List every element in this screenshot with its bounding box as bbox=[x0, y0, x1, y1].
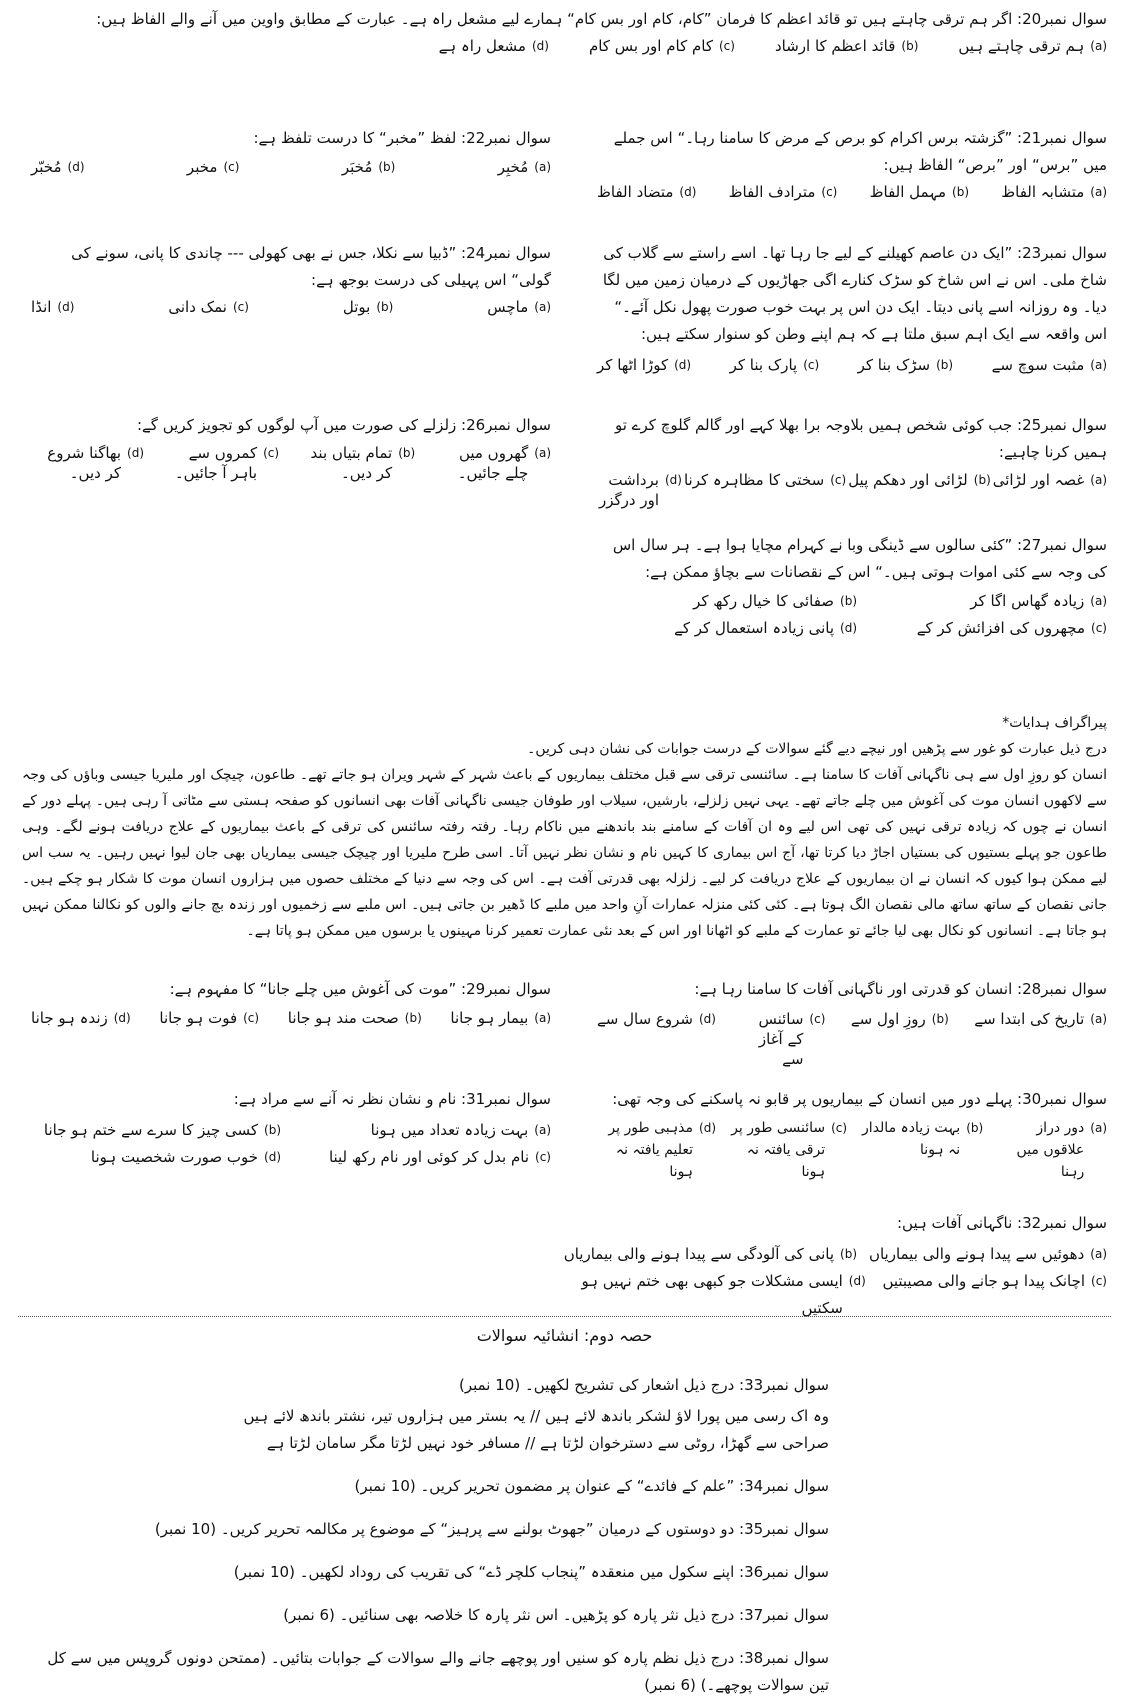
option-b[interactable]: (b) پانی کی آلودگی سے پیدا ہونے والی بیماریاں bbox=[563, 1245, 857, 1263]
option-b[interactable]: (b) روزِ اول سے bbox=[850, 1010, 949, 1028]
option-b[interactable]: (b) بوتل bbox=[342, 298, 394, 316]
question-25 bbox=[597, 412, 1107, 510]
question-31-options-row1 bbox=[31, 1117, 551, 1144]
option-d[interactable]: (d) پانی زیادہ استعمال کر کے bbox=[674, 619, 857, 637]
section-divider bbox=[18, 1316, 1111, 1317]
option-b[interactable]: (b) قائد اعظم کا ارشاد bbox=[774, 37, 919, 55]
question-31-text: سوال نمبر31: نام و نشان نظر نہ آنے سے مراد ہے: bbox=[233, 1090, 551, 1108]
option-c[interactable]: (c) نمک دانی bbox=[168, 298, 249, 316]
question-23 bbox=[597, 240, 1107, 379]
option-d[interactable]: (d) متضاد الفاظ bbox=[597, 183, 697, 201]
option-a[interactable]: (a) زیادہ گھاس اگا کر bbox=[970, 592, 1107, 610]
option-c[interactable]: (c) سختی کا مظاہرہ کرنا bbox=[683, 471, 847, 489]
question-36: سوال نمبر36: اپنے سکول میں منعقدہ ”پنجاب کلچر ڈے“ کی تقریب کی روداد لکھیں۔ (10 نمبر) bbox=[233, 1563, 829, 1581]
question-26-options bbox=[31, 443, 551, 483]
question-23-options bbox=[597, 352, 1107, 379]
option-a[interactable]: (a) بہت زیادہ تعداد میں ہونا bbox=[370, 1121, 551, 1139]
option-d[interactable]: (d) ایسی مشکلات جو کبھی بھی ختم نہیں ہو سکتیں bbox=[581, 1272, 866, 1317]
question-20-options bbox=[27, 33, 1107, 60]
option-a[interactable]: (a) غصہ اور لڑائی bbox=[992, 471, 1107, 489]
option-c[interactable]: (c) مخبر bbox=[186, 158, 240, 176]
option-d[interactable]: (d) برداشت اور درگزر bbox=[598, 471, 682, 509]
question-34: سوال نمبر34: ”علم کے فائدے“ کے عنوان پر مضمون تحریر کریں۔ (10 نمبر) bbox=[354, 1477, 829, 1495]
question-21-text: سوال نمبر21: ”گزشتہ برس اکرام کو برص کے مرض کا سامنا رہا۔“ اس جملے میں ”برس“ اور ”برص“ الفاظ ہیں: bbox=[613, 129, 1107, 174]
question-32-options-row2 bbox=[547, 1268, 1107, 1322]
option-c[interactable]: (c) اچانک پیدا ہو جانے والی مصیبتیں bbox=[882, 1272, 1107, 1290]
option-c[interactable]: (c) سائنسی طور پر ترقی یافتہ نہ ہونا bbox=[731, 1120, 848, 1180]
question-25-text: سوال نمبر25: جب کوئی شخص ہمیں بلاوجہ برا بھلا کہے اور گالم گلوچ کرے تو ہمیں کرنا چاہیے: bbox=[615, 416, 1107, 461]
option-a[interactable]: (a) مُخبِر bbox=[497, 158, 551, 176]
paragraph-heading: پیراگراف ہدایات* bbox=[1002, 715, 1107, 731]
option-b[interactable]: (b) مہمل الفاظ bbox=[869, 183, 970, 201]
question-27-text: سوال نمبر27: ”کئی سالوں سے ڈینگی وبا نے کہرام مچایا ہوا ہے۔ ہر سال اس کی وجہ سے کئی اموات ہوتی ہیں۔“ اس کے نقصانات سے بچاؤ ممکن ہے: bbox=[612, 536, 1107, 581]
question-21 bbox=[597, 125, 1107, 206]
option-a[interactable]: (a) بیمار ہو جانا bbox=[450, 1009, 551, 1027]
option-a[interactable]: (a) دور دراز علاقوں میں رہنا bbox=[1016, 1120, 1107, 1180]
option-b[interactable]: (b) بہت زیادہ مالدار نہ ہونا bbox=[862, 1120, 984, 1158]
option-a[interactable]: (a) متشابہ الفاظ bbox=[1001, 183, 1107, 201]
option-c[interactable]: (c) کمروں سے باہر آ جائیں۔ bbox=[174, 444, 280, 482]
option-c[interactable]: (c) کام کام اور بس کام bbox=[588, 37, 735, 55]
question-29-text: سوال نمبر29: ”موت کی آغوش میں چلے جانا“ کا مفہوم ہے: bbox=[169, 980, 551, 998]
paragraph-body: انسان کو روزِ اول سے ہی ناگہانی آفات کا سامنا ہے۔ سائنسی ترقی سے قبل مختلف بیماریوں کے باعث شہر کے شہر ویران ہو جاتے تھے۔ طاعون، چیچک اور ملیریا جیسی وباؤں کی وجہ سے لاکھوں انسان موت کی آغوش میں چلے جاتے تھے۔ یہی نہیں زلزلے، بارشیں، سیلاب اور طوفان جیسی ناگہانی آفات بھی انسانوں کو صفحہ ہستی سے مٹاتی آ رہی ہیں۔ پہلے دور کے انسان نے چوں کہ زیادہ ترقی نہیں کی تھی اس لیے وہ ان آفات کے سامنے بند باندھنے میں ناکام رہا۔ رفتہ رفتہ سائنس کی ترقی کے باعث بیماریوں کے علاج دریافت ہونے لگے۔ وہی طاعون جو پہلے بستیوں کی بستیاں اجاڑ دیا کرتا تھا، آج اس بیماری کا کہیں نام و نشان نظر نہیں آتا۔ اسی طرح ملیریا اور چیچک جیسی بیماریاں بھی جان لیوا نہیں رہیں۔ یہ سب اس لیے ممکن ہوا کیوں کہ انسان نے ان بیماریوں کے علاج دریافت کر لیے۔ زلزلہ بھی قدرتی آفت ہے۔ اس کی وجہ سے دنیا کے مختلف حصوں میں ہزاروں انسان موت کا شکار ہو چکے ہیں۔ جانی نقصان کے ساتھ ساتھ مالی نقصان الگ ہوتا ہے۔ کئی کئی منزلہ عمارات آنِ واحد میں ملبے کا ڈھیر بن جاتی ہیں۔ اس ملبے سے زخمیوں اور زندہ بچ جانے والوں کو نکالنا ممکن نہیں ہو جاتا ہے۔ انسانوں کو نکال بھی لیا جائے تو عمارت کے ملبے کو اٹھانا اور اس کے بعد نئی عمارت تعمیر کرنا مہینوں یا برسوں میں ممکن ہو پاتا ہے۔ bbox=[22, 767, 1107, 939]
question-24-options bbox=[31, 294, 551, 321]
question-28-text: سوال نمبر28: انسان کو قدرتی اور ناگہانی آفات کا سامنا رہا ہے: bbox=[694, 980, 1107, 998]
question-33-verse-2: صراحی سے گھڑا، روٹی سے دسترخوان لڑتا ہے // مسافر خود نہیں لڑتا مگر سامان لڑتا ہے bbox=[266, 1434, 829, 1452]
section-2-title: حصہ دوم: انشائیہ سوالات bbox=[476, 1326, 653, 1345]
option-b[interactable]: (b) مُخبَر bbox=[341, 158, 396, 176]
question-22-options bbox=[31, 154, 551, 181]
question-27-options-row2 bbox=[597, 615, 1107, 642]
option-b[interactable]: (b) کسی چیز کا سرے سے ختم ہو جانا bbox=[43, 1121, 281, 1139]
option-a[interactable]: (a) دھوئیں سے پیدا ہونے والی بیماریاں bbox=[868, 1245, 1107, 1263]
option-d[interactable]: (d) انڈا bbox=[31, 298, 75, 316]
question-30 bbox=[597, 1086, 1107, 1183]
option-b[interactable]: (b) تمام بتیاں بند کر دیں۔ bbox=[310, 444, 416, 482]
question-29 bbox=[31, 976, 551, 1032]
option-b[interactable]: (b) سڑک بنا کر bbox=[857, 356, 954, 374]
question-33: سوال نمبر33: درج ذیل اشعار کی تشریح لکھیں۔ (10 نمبر) bbox=[458, 1376, 829, 1394]
option-b[interactable]: (b) صحت مند ہو جانا bbox=[287, 1009, 422, 1027]
question-21-options bbox=[597, 179, 1107, 206]
option-d[interactable]: (d) بھاگنا شروع کر دیں۔ bbox=[47, 444, 144, 482]
question-20 bbox=[27, 6, 1107, 60]
option-c[interactable]: (c) پارک بنا کر bbox=[729, 356, 820, 374]
option-d[interactable]: (d) مُخبّر bbox=[31, 158, 85, 176]
question-20-text: سوال نمبر20: اگر ہم ترقی چاہتے ہیں تو قائد اعظم کا فرمان ”کام، کام اور بس کام“ ہمارے لیے مشعل راہ ہے۔ عبارت کے مطابق واوین میں آنے والے الفاظ ہیں: bbox=[96, 10, 1107, 28]
question-26 bbox=[31, 412, 551, 483]
question-32-options-row1 bbox=[547, 1241, 1107, 1268]
option-c[interactable]: (c) سائنس کے آغاز سے bbox=[758, 1010, 826, 1068]
question-27-options-row1 bbox=[597, 588, 1107, 615]
option-c[interactable]: (c) مترادف الفاظ bbox=[728, 183, 838, 201]
question-28-options bbox=[597, 1009, 1107, 1069]
option-a[interactable]: (a) گھروں میں چلے جائیں۔ bbox=[457, 444, 551, 482]
question-38: سوال نمبر38: درج ذیل نظم پارہ کو سنیں اور پوچھے جانے والے سوالات کے جوابات بتائیں۔ (ممتحن دونوں گروپس میں سے کل تین سوالات پوچھے۔) (6 نمبر) bbox=[47, 1649, 829, 1694]
option-c[interactable]: (c) فوت ہو جانا bbox=[159, 1009, 260, 1027]
option-d[interactable]: (d) مذہبی طور پر تعلیم یافتہ نہ ہونا bbox=[608, 1120, 716, 1180]
option-d[interactable]: (d) زندہ ہو جانا bbox=[31, 1009, 131, 1027]
question-31-options-row2 bbox=[31, 1144, 551, 1171]
option-a[interactable]: (a) ہم ترقی چاہتے ہیں bbox=[958, 37, 1107, 55]
option-c[interactable]: (c) مچھروں کی افزائش کر کے bbox=[916, 619, 1107, 637]
option-a[interactable]: (a) مثبت سوچ سے bbox=[991, 356, 1107, 374]
section-2-questions bbox=[29, 1372, 829, 1699]
question-28 bbox=[597, 976, 1107, 1069]
option-d[interactable]: (d) مشعل راہ ہے bbox=[438, 37, 549, 55]
question-35: سوال نمبر35: دو دوستوں کے درمیان ”جھوٹ بولنے سے پرہیز“ کے موضوع پر مکالمہ تحریر کریں۔ (10 نمبر) bbox=[154, 1520, 829, 1538]
question-24-text: سوال نمبر24: ”ڈبیا سے نکلا، جس نے بھی کھولی --- چاندی کا پانی، سونے کی گولی“ اس پہیلی کی درست بوجھ ہے: bbox=[71, 244, 551, 289]
question-22-text: سوال نمبر22: لفظ ”مخبر“ کا درست تلفظ ہے: bbox=[253, 129, 551, 147]
question-31 bbox=[31, 1086, 551, 1171]
question-24 bbox=[31, 240, 551, 321]
question-30-text: سوال نمبر30: پہلے دور میں انسان کے بیماریوں پر قابو نہ پاسکنے کی وجہ تھی: bbox=[612, 1090, 1107, 1108]
option-b[interactable]: (b) صفائی کا خیال رکھ کر bbox=[693, 592, 857, 610]
option-d[interactable]: (d) شروع سال سے bbox=[597, 1010, 716, 1028]
option-b[interactable]: (b) لڑائی اور دھکم پیل bbox=[848, 471, 991, 489]
question-32-text: سوال نمبر32: ناگہانی آفات ہیں: bbox=[896, 1214, 1107, 1232]
question-27 bbox=[597, 532, 1107, 642]
question-23-text: سوال نمبر23: ”ایک دن عاصم کھیلنے کے لیے جا رہا تھا۔ اسے راستے سے گلاب کی شاخ ملی۔ اس نے اس شاخ کو سڑک کنارے اگی جھاڑیوں کے درمیان زمین میں لگا دیا۔ وہ روزانہ اسے پانی دیتا۔ ایک دن اس پر بہت خوب صورت پھول نکل آئے۔“ اس واقعہ سے ایک اہم سبق ملتا ہے کہ ہم اپنے وطن کو سنوار سکتے ہیں: bbox=[602, 244, 1107, 343]
question-25-options bbox=[597, 470, 1107, 510]
option-a[interactable]: (a) تاریخ کی ابتدا سے bbox=[974, 1010, 1107, 1028]
option-c[interactable]: (c) نام بدل کر کوئی اور نام رکھ لینا bbox=[328, 1148, 551, 1166]
question-37: سوال نمبر37: درج ذیل نثر پارہ کو پڑھیں۔ اس نثر پارہ کا خلاصہ بھی سنائیں۔ (6 نمبر) bbox=[283, 1606, 829, 1624]
question-30-options bbox=[597, 1117, 1107, 1183]
question-22 bbox=[31, 125, 551, 181]
question-33-verse-1: وہ اک رسی میں پورا لاؤ لشکر باندھ لائے ہیں // یہ بستر میں ہزاروں تیر، نشتر باندھ لائے ہیں bbox=[243, 1407, 829, 1425]
option-d[interactable]: (d) کوڑا اٹھا کر bbox=[597, 356, 692, 374]
question-32 bbox=[547, 1210, 1107, 1322]
option-d[interactable]: (d) خوب صورت شخصیت ہونا bbox=[90, 1148, 281, 1166]
option-a[interactable]: (a) ماچس bbox=[487, 298, 551, 316]
question-26-text: سوال نمبر26: زلزلے کی صورت میں آپ لوگوں کو تجویز کریں گے: bbox=[136, 416, 551, 434]
paragraph-section bbox=[22, 710, 1107, 944]
question-29-options bbox=[31, 1005, 551, 1032]
paragraph-instruction: درج ذیل عبارت کو غور سے پڑھیں اور نیچے دیے گئے سوالات کے درست جوابات کی نشان دہی کریں۔ bbox=[527, 741, 1107, 757]
